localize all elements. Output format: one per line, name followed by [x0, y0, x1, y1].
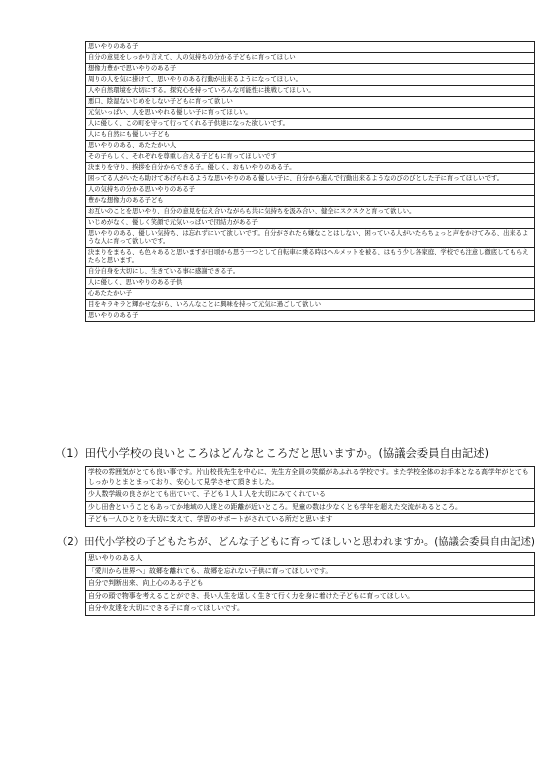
answer-cell: その子らしく、それぞれを尊重し合える子どもに育ってほしいです	[86, 152, 535, 163]
answer-cell: 自分の頭で物事を考えることができ、長い人生を逞しく生きて行く力を身に着けた子どもに育ってほしい。	[86, 590, 535, 603]
table-row	[86, 467, 535, 489]
table-row	[86, 590, 535, 603]
table-row	[86, 141, 535, 152]
table-row	[86, 514, 535, 527]
answer-cell: 自分や友達を大切にできる子に育ってほしいです。	[86, 603, 535, 616]
table-row	[86, 489, 535, 502]
answer-cell: 思いやりのある人	[86, 553, 535, 566]
table-row	[86, 53, 535, 64]
answer-cell: 少人数学級の良さがとても出ていて、子ども１人１人を大切にみてくれている	[86, 489, 535, 502]
question-1-answers-body	[86, 467, 535, 527]
table-row	[86, 42, 535, 53]
table-row	[86, 64, 535, 75]
question-1-answers-table	[85, 466, 535, 527]
table-row	[86, 97, 535, 108]
table-row	[86, 174, 535, 185]
answer-cell: 人に優しく、思いやりのある子供	[86, 278, 535, 289]
answer-cell: 思いやりのある子	[86, 311, 535, 322]
answer-cell: 悪口、陰湿ないじめをしない子どもに育って欲しい	[86, 97, 535, 108]
answer-cell: 周りの人を気に掛けて、思いやりのある行動が出来るようになってほしい。	[86, 75, 535, 86]
answer-cell: 子ども一人ひとりを大切に支えて、学習のサポートがされている所だと思います	[86, 514, 535, 527]
answer-cell: 元気いっぱい、人を思いやれる優しい子に育ってほしい。	[86, 108, 535, 119]
answer-cell: 自分の意見をしっかり言えて、人の気持ちの分かる子どもに育ってほしい	[86, 53, 535, 64]
table-row	[86, 152, 535, 163]
answer-cell: 思いやりのある、あたたかい人	[86, 141, 535, 152]
answer-cell: 学校の雰囲気がとても良い事です。片山校長先生を中心に、先生方全員の笑顔があふれる学校です。また学校全体のお手本となる高学年がとてもしっかりとまとまっており、安心して見学させて頂きました。	[86, 467, 535, 489]
table-row	[86, 565, 535, 578]
answer-cell: 自分で判断出来、向上心のある子ども	[86, 578, 535, 591]
question-2-heading: （2）田代小学校の子どもたちが、どんな子どもに育ってほしいと思われますか。(協議会委員自由記述)	[57, 536, 535, 548]
answer-cell: 心あたたかい子	[86, 289, 535, 300]
answer-cell: いじめがなく、優しく笑顔で元気いっぱいで団結力がある子	[86, 218, 535, 229]
table-row	[86, 119, 535, 130]
answer-cell: 困ってる人がいたら助けてあげられるような思いやりのある優しい子に、自分から進んで行動出来るようなのびのびとした子に育ってほしいです。	[86, 174, 535, 185]
table-row	[86, 196, 535, 207]
table-row	[86, 218, 535, 229]
answer-cell: 決まりをまもる、も色々あると思いますが日頃から思う一つとして自転車に乗る時はヘルメットを被る、はもう少し各家庭、学校でも注意し徹底してもらえたらと思います。	[86, 248, 535, 267]
table-row	[86, 75, 535, 86]
question-1-heading: （1）田代小学校の良いところはどんなところだと思いますか。(協議会委員自由記述)	[55, 447, 489, 460]
answer-cell: 想像力豊かで思いやりのある子	[86, 64, 535, 75]
question-2-answers-body	[86, 553, 535, 616]
answer-cell: 人に優しく、この町を守って行ってくれる子供達になった欲しいです。	[86, 119, 535, 130]
table-row	[86, 289, 535, 300]
table-row	[86, 267, 535, 278]
responses-table	[85, 41, 535, 322]
question-2-answers-table	[85, 552, 535, 616]
answer-cell: 人の気持ちの分かる思いやりのある子	[86, 185, 535, 196]
table-row	[86, 311, 535, 322]
answer-cell: 目をキラキラと輝かせながら、いろんなことに興味を持って元気に過ごして欲しい	[86, 300, 535, 311]
answer-cell: 人や自然環境を大切にする。探究心を持っていろんな可能性に挑戦してほしい。	[86, 86, 535, 97]
table-row	[86, 501, 535, 514]
answer-cell: 決まりを守り、挨拶を自分からできる子。優しく、おもいやりのある子。	[86, 163, 535, 174]
answer-cell: 思いやりのある、優しい気持ち、は忘れずにいて欲しいです。自分がされたら嫌なことはしない、困っている人がいたらちょっと声をかけてみる、出来るような人に育って欲しいです。	[86, 229, 535, 248]
answer-cell: 「愛川から世界へ」故郷を離れても、故郷を忘れない子供に育ってほしいです。	[86, 565, 535, 578]
answer-cell: 思いやりのある子	[86, 42, 535, 53]
table-row	[86, 185, 535, 196]
table-row	[86, 603, 535, 616]
table-row	[86, 300, 535, 311]
table-row	[86, 278, 535, 289]
table-row	[86, 553, 535, 566]
table-row	[86, 207, 535, 218]
answer-cell: 自分自身を大切にし、生きている事に感謝できる子。	[86, 267, 535, 278]
table-row	[86, 163, 535, 174]
responses-table-body	[86, 42, 535, 322]
table-row	[86, 108, 535, 119]
table-row	[86, 229, 535, 248]
answer-cell: 人にも自然にも優しい子ども	[86, 130, 535, 141]
table-row	[86, 86, 535, 97]
table-row	[86, 248, 535, 267]
table-row	[86, 578, 535, 591]
table-row	[86, 130, 535, 141]
answer-cell: 少し田舎ということもあってか地域の人達との距離が近いところ。児童の数は少なくとも学年を超えた交流があるところ。	[86, 501, 535, 514]
answer-cell: 豊かな想像力のある子ども	[86, 196, 535, 207]
answer-cell: お互いのことを思いやり、自分の意見を伝え合いながらも共に気持ちを汲み合い、健全にスクスクと育って欲しい。	[86, 207, 535, 218]
